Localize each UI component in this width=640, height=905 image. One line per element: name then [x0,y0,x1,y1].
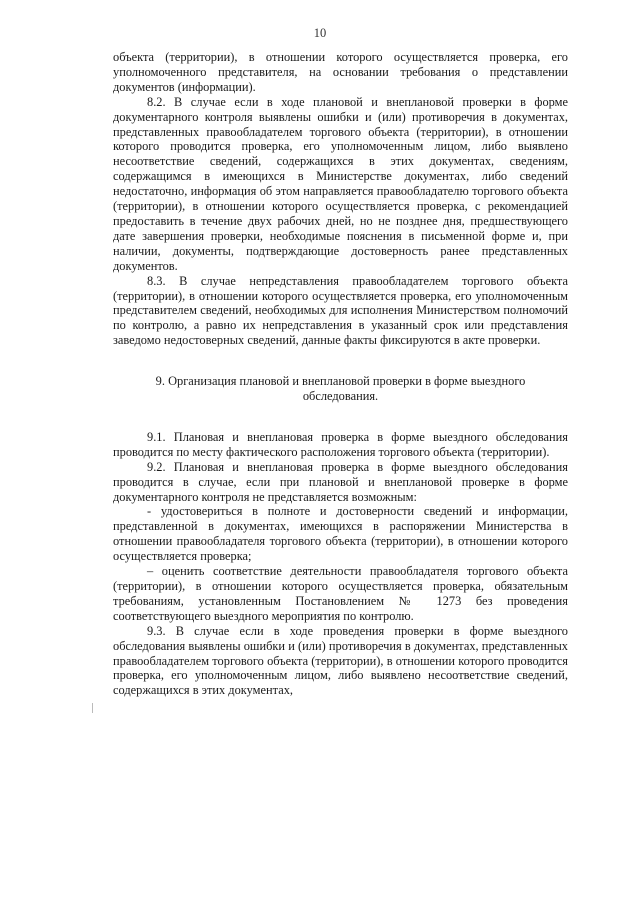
list-item-verify-completeness: - удостовериться в полноте и достоверности сведений и информации, представленной в документах, имеющихся в распоряжении Министерства в отношении правообладателя торгового объекта (территории), в отношении которого осуществляется проверка; [113,504,568,564]
paragraph-9-2: 9.2. Плановая и внеплановая проверка в форме выездного обследования проводится в случае, если при плановой и внеплановой проверке в форме документарного контроля не представляется возможным: [113,459,568,504]
paragraph-continuation: объекта (территории), в отношении которого осуществляется проверка, его уполномоченного представителя, на основании требования о представлении документов (информации). [113,50,568,94]
margin-mark [92,703,93,713]
document-body [113,50,568,698]
list-item-assess-compliance: – оценить соответствие деятельности правообладателя торгового объекта (территории), в отношении которого осуществляется проверка, обязательным требованиям, установленным Постановлением № 1273 без проведения соответствующего выездного мероприятия по контролю. [113,564,568,623]
paragraph-8-2: 8.2. В случае если в ходе плановой и внеплановой проверки в форме документарного контроля выявлены ошибки и (или) противоречия в документах, представленных правообладателем торгового объекта (территории), в отношении которого проводится проверка, его уполномоченным лицом, либо выявлено несоответствие сведений, содержащихся в этих документах, сведениям, содержащимся в имеющихся в Министерстве документах, либо сведений недостаточно, информация об этом направляется правообладателю торгового объекта (территории), в отношении которого осуществляется проверка, с рекомендацией предоставить в течение двух рабочих дней, но не позднее дня, предшествующего дате завершения проверки, необходимые пояснения в письменной форме и, при наличии, документы, подтверждающие достоверность ранее представленных документов. [113,94,568,273]
paragraph-8-3: 8.3. В случае непредставления правообладателем торгового объекта (территории), в отношении которого осуществляется проверка, его уполномоченным представителем сведений, необходимых для исполнения Министерством полномочий по контролю, а равно их непредставления в указанный срок или представления заведомо недостоверных сведений, данные факты фиксируются в акте проверки. [113,273,568,348]
paragraph-9-3: 9.3. В случае если в ходе проведения проверки в форме выездного обследования выявлены ошибки и (или) противоречия в документах, представленных правообладателем торгового объекта (территории), в отношении которого проводится проверка, его уполномоченным лицом, либо выявлено несоответствие сведений, содержащихся в этих документах, [113,623,568,698]
page-number: 10 [313,26,327,40]
section-heading-line-2: обследования. [302,389,379,404]
section-heading [113,374,568,404]
section-heading-line-1: 9. Организация плановой и внеплановой проверки в форме выездного [155,374,526,389]
paragraph-9-1: 9.1. Плановая и внеплановая проверка в форме выездного обследования проводится по месту фактического расположения торгового объекта (территории). [113,429,568,459]
